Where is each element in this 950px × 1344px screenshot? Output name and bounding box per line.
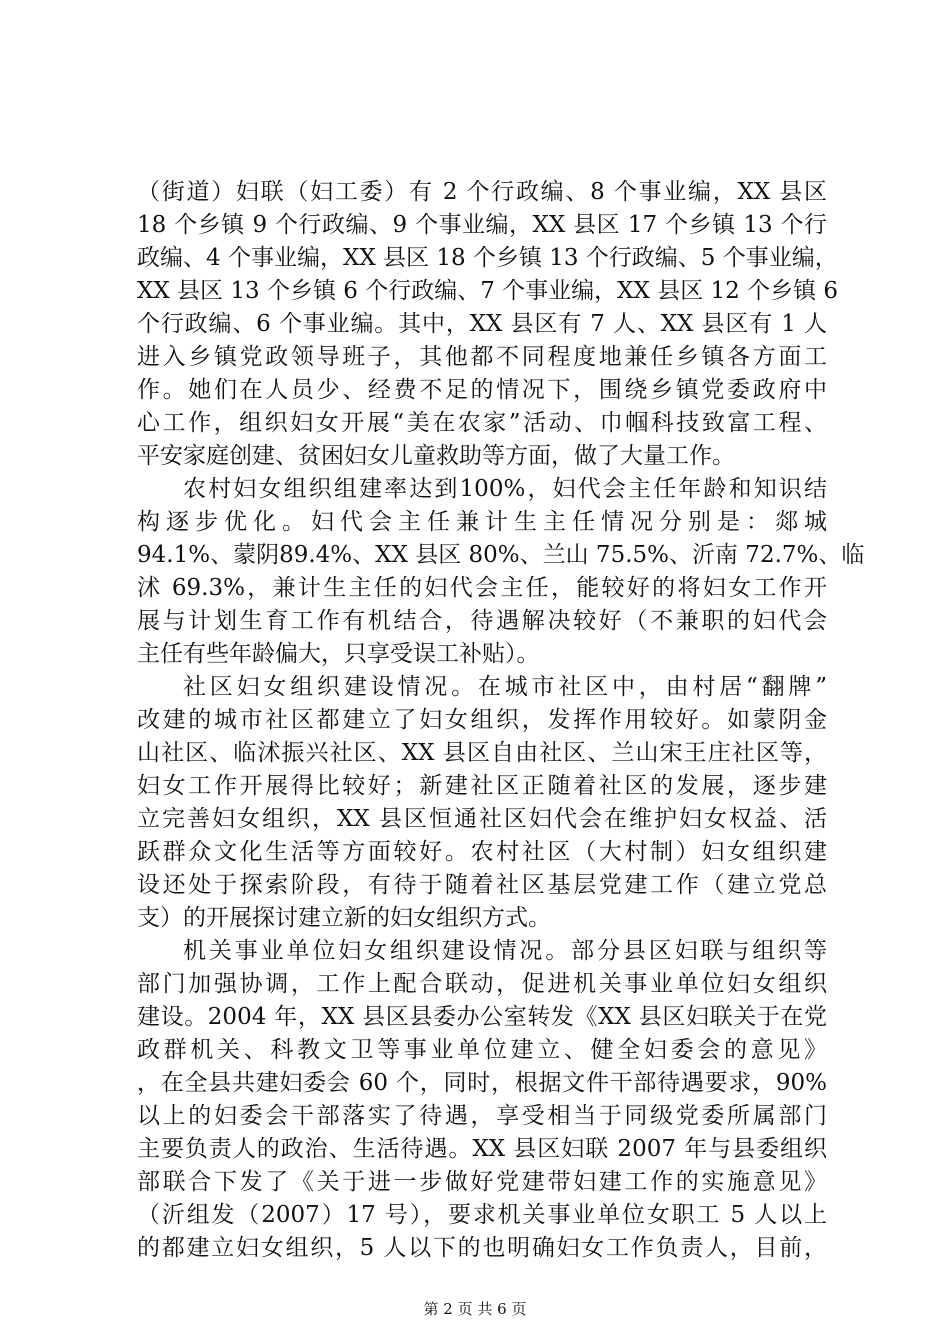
text-line: 设还处于探索阶段，有待于随着社区基层党建工作（建立党总 — [137, 872, 827, 898]
paragraph-end-line: 主任有些年龄偏大，只享受误工补贴）。 — [137, 641, 540, 667]
text-line: 政群机关、科教文卫等事业单位建立、健全妇委会的意见》 — [137, 1037, 827, 1063]
text-line: 构逐步优化。妇代会主任兼计生主任情况分别是：郯城 — [137, 509, 827, 535]
text-line: 立完善妇女组织，XX 县区恒通社区妇代会在维护妇女权益、活 — [137, 806, 827, 832]
text-line: 妇女工作开展得比较好；新建社区正随着社区的发展，逐步建 — [137, 773, 827, 799]
text-line: （沂组发（2007）17 号），要求机关事业单位女职工 5 人以上 — [137, 1202, 827, 1228]
text-line: 建设。2004 年，XX 县区县委办公室转发《XX 县区妇联关于在党 — [137, 1004, 827, 1030]
paragraph-first-line: 社区妇女组织建设情况。在城市社区中，由村居“翻牌” — [183, 674, 827, 700]
text-line: 部门加强协调，工作上配合联动，促进机关事业单位妇女组织 — [137, 971, 827, 997]
text-line: 沭 69.3%，兼计生主任的妇代会主任，能较好的将妇女工作开 — [137, 575, 827, 601]
text-line: 跃群众文化生活等方面较好。农村社区（大村制）妇女组织建 — [137, 839, 827, 865]
text-line: 94.1%、蒙阴89.4%、XX 县区 80%、兰山 75.5%、沂南 72.7%、临 — [137, 542, 865, 568]
text-line: XX 县区 13 个乡镇 6 个行政编、7 个事业编，XX 县区 12 个乡镇 6 — [137, 278, 839, 304]
text-line: 以上的妇委会干部落实了待遇，享受相当于同级党委所属部门 — [137, 1103, 827, 1129]
text-line: 政编、4 个事业编，XX 县区 18 个乡镇 13 个行政编、5 个事业编， — [137, 245, 838, 271]
paragraph-first-line: 机关事业单位妇女组织建设情况。部分县区妇联与组织等 — [183, 938, 827, 964]
text-line: ，在全县共建妇委会 60 个，同时，根据文件干部待遇要求，90% — [137, 1070, 827, 1096]
text-line: 的都建立妇女组织，5 人以下的也明确妇女工作负责人，目前， — [137, 1235, 827, 1261]
page-number: 第 2 页 共 6 页 — [423, 1300, 527, 1318]
text-line: 改建的城市社区都建立了妇女组织，发挥作用较好。如蒙阴金 — [137, 707, 827, 733]
text-line: 18 个乡镇 9 个行政编、9 个事业编，XX 县区 17 个乡镇 13 个行 — [137, 212, 827, 238]
text-line: 部联合下发了《关于进一步做好党建带妇建工作的实施意见》 — [137, 1169, 827, 1195]
paragraph-end-line: 支）的开展探讨建立新的妇女组织方式。 — [137, 905, 551, 931]
text-line: 展与计划生育工作有机结合，待遇解决较好（不兼职的妇代会 — [137, 608, 827, 634]
text-line: 主要负责人的政治、生活待遇。XX 县区妇联 2007 年与县委组织 — [137, 1136, 827, 1162]
paragraph-first-line: 农村妇女组织组建率达到100%，妇代会主任年龄和知识结 — [183, 476, 827, 502]
page-footer — [0, 1300, 950, 1318]
text-line: 山社区、临沭振兴社区、XX 县区自由社区、兰山宋王庄社区等， — [137, 740, 827, 766]
text-line: 进入乡镇党政领导班子，其他都不同程度地兼任乡镇各方面工 — [137, 344, 827, 370]
paragraph-end-line: 平安家庭创建、贫困妇女儿童救助等方面，做了大量工作。 — [137, 443, 735, 469]
text-line: 心工作，组织妇女开展“美在农家”活动、巾帼科技致富工程、 — [137, 410, 827, 436]
text-line: 作。她们在人员少、经费不足的情况下，围绕乡镇党委政府中 — [137, 377, 827, 403]
document-body — [137, 176, 865, 1265]
text-line: （街道）妇联（妇工委）有 2 个行政编、8 个事业编，XX 县区 — [137, 179, 827, 205]
text-line: 个行政编、6 个事业编。其中，XX 县区有 7 人、XX 县区有 1 人 — [137, 311, 827, 337]
